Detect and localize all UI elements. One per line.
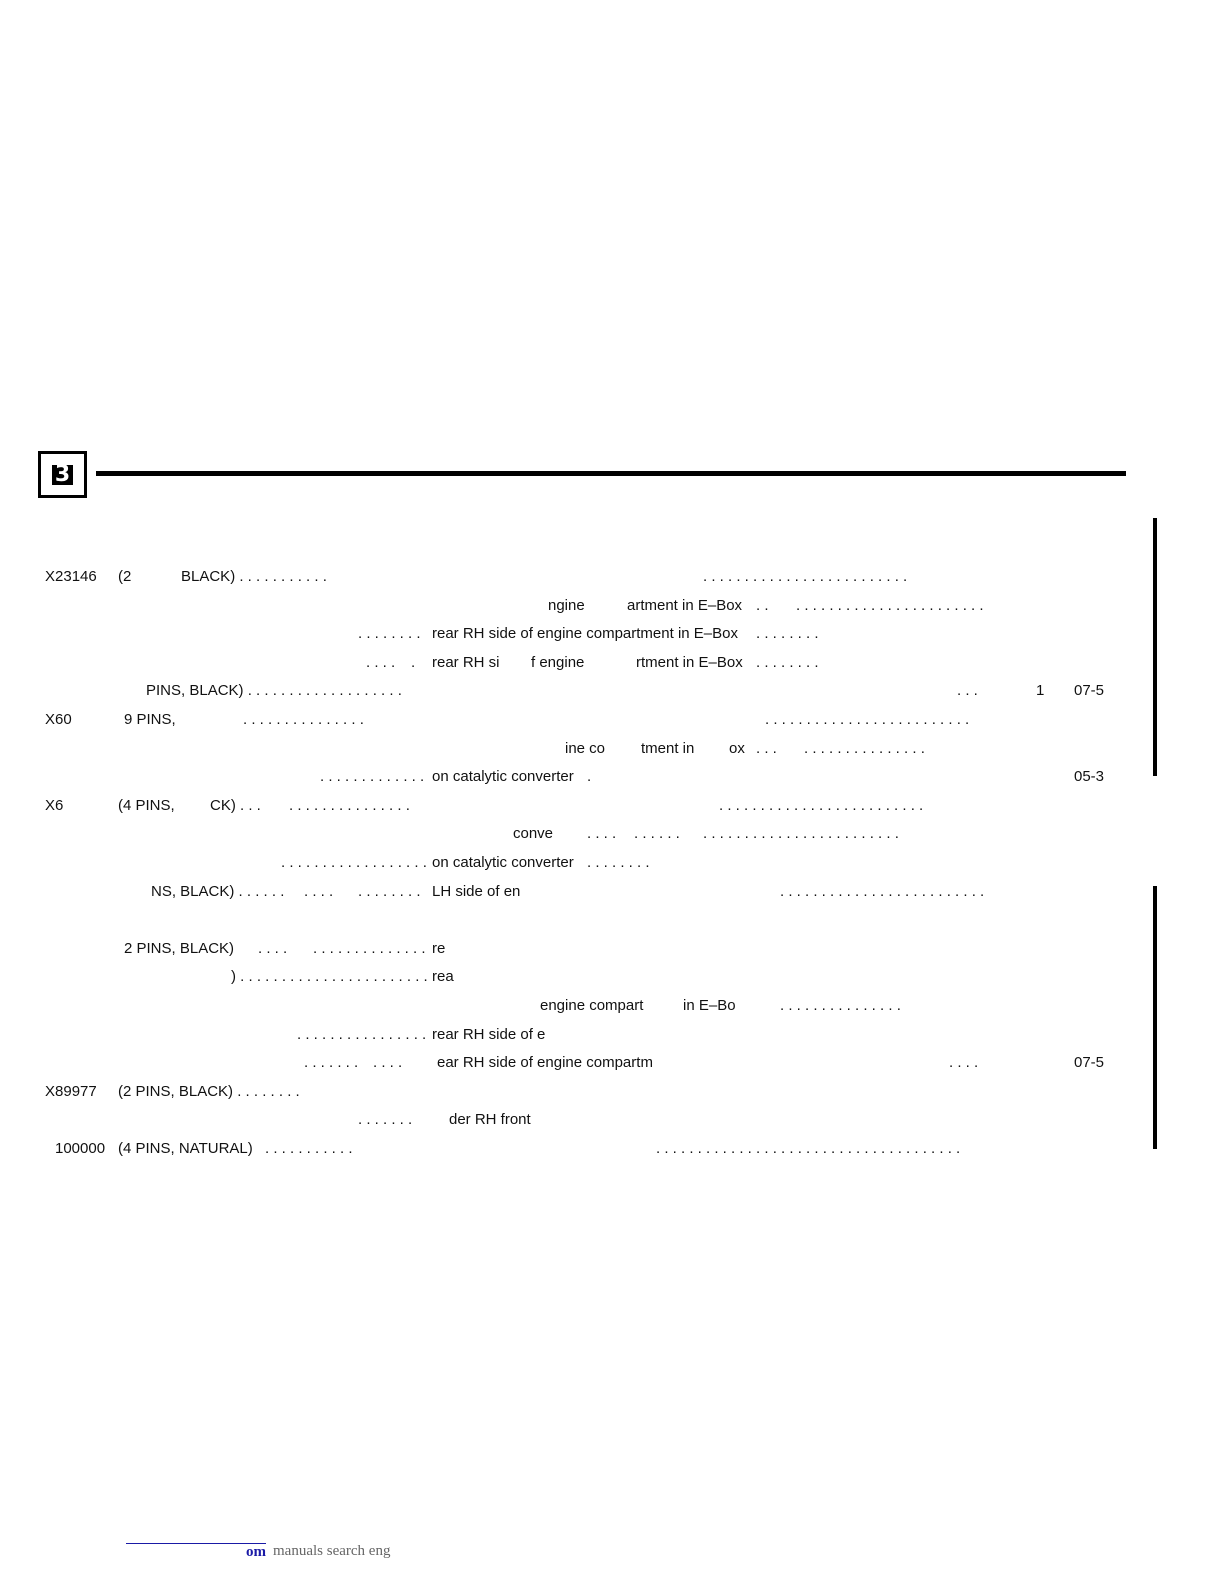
- connector-row-text: re: [432, 940, 446, 957]
- connector-row-text: PINS, BLACK) . . . . . . . . . . . . . . . . . . .: [146, 682, 402, 699]
- connector-row-text: . . . .: [366, 654, 396, 671]
- connector-row-text: rtment in E–Box: [636, 654, 743, 671]
- connector-row-text: . . . . . . . .: [587, 854, 650, 871]
- connector-row-text: f engine: [531, 654, 585, 671]
- connector-row-text: conve: [513, 825, 554, 842]
- connector-row-text: . . . .: [373, 1054, 403, 1071]
- connector-row-text: X23146: [45, 568, 97, 585]
- connector-row-text: . . . . . . . . . . . . . . . . . . . . . . .: [796, 597, 984, 614]
- connector-row-text: ngine: [548, 597, 585, 614]
- connector-row-text: engine compart: [540, 997, 644, 1014]
- connector-row-text: 05-3: [1074, 768, 1105, 785]
- connector-row-text: (2: [118, 568, 132, 585]
- connector-row-text: . . . . . . . . . . .: [265, 1140, 353, 1157]
- connector-row-text: 07-5: [1074, 1054, 1105, 1071]
- connector-row-text: 1: [1036, 682, 1045, 699]
- connector-row-text: . . . . . . . . . . . . . . . .: [297, 1026, 427, 1043]
- connector-row-text: on catalytic converter: [432, 854, 574, 871]
- connector-row-text: . . . . . . . . . . . . . . . . . . . . . . . . .: [765, 711, 970, 728]
- connector-row-text: rear RH si: [432, 654, 500, 671]
- change-bar-bottom: [1153, 886, 1157, 1149]
- connector-row-text: der RH front: [449, 1111, 531, 1128]
- connector-row-text: (4 PINS,: [118, 797, 175, 814]
- connector-row-text: . . . . . . . . . . . . . . .: [804, 740, 925, 757]
- connector-row-text: tment in: [641, 740, 695, 757]
- connector-row-text: LH side of en: [432, 883, 521, 900]
- connector-row-text: . . . . . . . . . . . . . . . . . . . . . . . . . . . . . . . . . . . . .: [656, 1140, 961, 1157]
- connector-row-text: (2 PINS, BLACK) . . . . . . . .: [118, 1083, 300, 1100]
- connector-row-text: . . . . . . .: [304, 1054, 359, 1071]
- connector-row-text: . . . . . .: [634, 825, 680, 842]
- connector-row-text: ine co: [565, 740, 606, 757]
- connector-row-text: . . . . . . . . . . . . . . . . . . . . . . . . .: [703, 568, 908, 585]
- connector-row-text: . . . . . . . . . . . . . . .: [780, 997, 901, 1014]
- connector-row-text: . . . . . . . .: [358, 625, 421, 642]
- connector-row-text: BLACK) . . . . . . . . . . .: [181, 568, 327, 585]
- footer-text: manuals search eng: [273, 1543, 391, 1559]
- connector-row-text: X60: [45, 711, 72, 728]
- connector-row-text: . . . . . . . .: [756, 654, 819, 671]
- section-number-box: [38, 451, 87, 498]
- connector-row-text: . . .: [756, 740, 777, 757]
- connector-row-text: rear RH side of engine compartment in E–Box: [432, 625, 738, 642]
- section-number: 3: [52, 465, 73, 485]
- connector-row-text: . . . . . . . . . . . . . . .: [243, 711, 364, 728]
- connector-row-text: (4 PINS, NATURAL): [118, 1140, 253, 1157]
- connector-row-text: . .: [756, 597, 769, 614]
- connector-row-text: 9 PINS,: [124, 711, 176, 728]
- connector-row-text: . . . . . . . .: [756, 625, 819, 642]
- connector-row-text: . . . . . . . . . . . . . . . . . .: [281, 854, 427, 871]
- connector-row-text: . . . .: [587, 825, 617, 842]
- connector-row-text: . . .: [957, 682, 978, 699]
- connector-row-text: . . . . . . .: [358, 1111, 413, 1128]
- connector-row-text: X89977: [45, 1083, 97, 1100]
- connector-row-text: rear RH side of e: [432, 1026, 546, 1043]
- connector-row-text: . . . .: [258, 940, 288, 957]
- connector-row-text: . . . . . . . . . . . . . . .: [289, 797, 410, 814]
- connector-row-text: .: [411, 654, 416, 671]
- connector-row-text: on catalytic converter: [432, 768, 574, 785]
- connector-row-text: rea: [432, 968, 454, 985]
- connector-row-text: 100000: [55, 1140, 106, 1157]
- connector-row-text: NS, BLACK) . . . . . .: [151, 883, 285, 900]
- connector-row-text: . . . . . . . . . . . . . . . . . . . . . . . . .: [719, 797, 924, 814]
- connector-row-text: 07-5: [1074, 682, 1105, 699]
- header-rule: [96, 471, 1126, 476]
- connector-row-text: X6: [45, 797, 64, 814]
- connector-row-text: ear RH side of engine compartm: [437, 1054, 653, 1071]
- connector-row-text: . . . . . . . . . . . . . .: [313, 940, 426, 957]
- footer-link[interactable]: om: [126, 1543, 266, 1561]
- connector-row-text: . . . . . . . .: [358, 883, 421, 900]
- connector-row-text: in E–Bo: [683, 997, 736, 1014]
- connector-row-text: . . . . . . . . . . . . . . . . . . . . . . . . .: [780, 883, 985, 900]
- connector-row-text: . . . . . . . . . . . . .: [320, 768, 425, 785]
- connector-row-text: . . . . . . . . . . . . . . . . . . . . . . . .: [703, 825, 899, 842]
- connector-row-text: 2 PINS, BLACK): [124, 940, 235, 957]
- change-bar-top: [1153, 518, 1157, 776]
- connector-row-text: ox: [729, 740, 745, 757]
- connector-row-text: . . . .: [949, 1054, 979, 1071]
- connector-row-text: ) . . . . . . . . . . . . . . . . . . . . . . .: [231, 968, 428, 985]
- connector-row-text: . . . .: [304, 883, 334, 900]
- connector-row-text: artment in E–Box: [627, 597, 743, 614]
- connector-row-text: CK) . . .: [210, 797, 261, 814]
- connector-row-text: .: [587, 768, 592, 785]
